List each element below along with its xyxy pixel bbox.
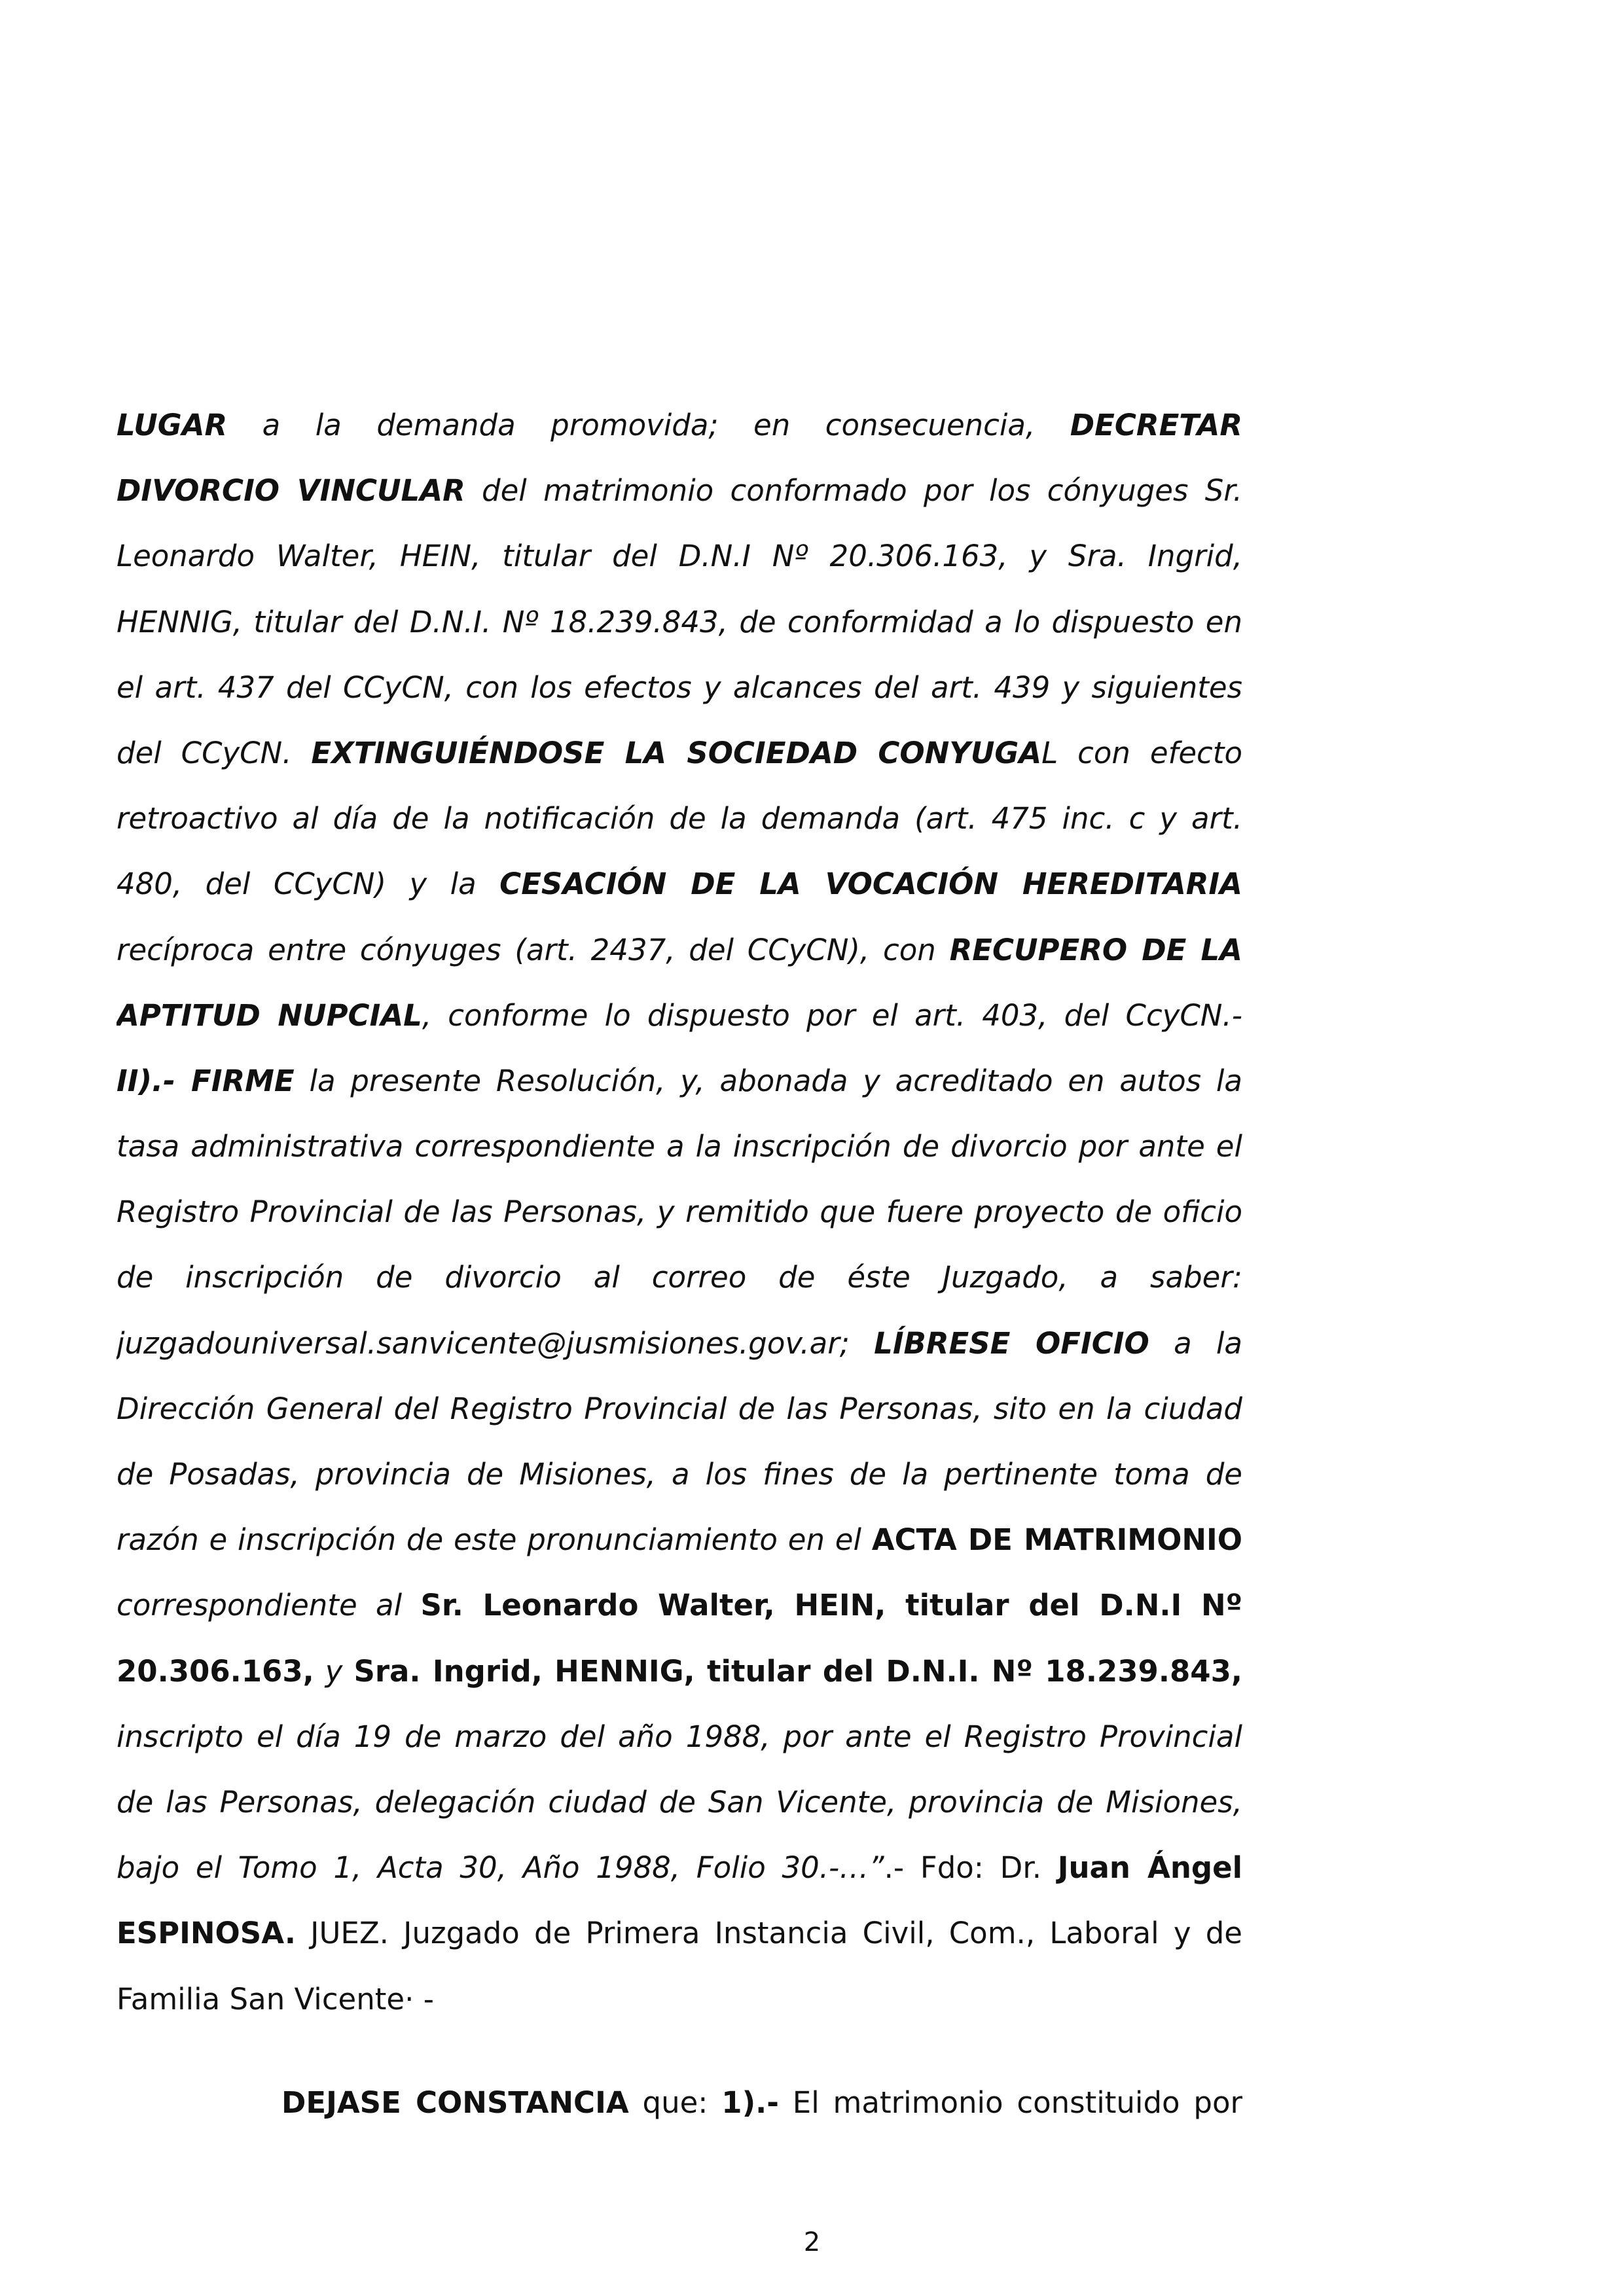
text-run: a la: [1149, 1325, 1242, 1361]
text-run: que:: [628, 2085, 722, 2120]
text-run: y: [314, 1653, 354, 1689]
text-line: [117, 1442, 1242, 1507]
text-run: inscripto el día 19 de marzo del año 1988, por ante el Registro Provincial: [117, 1719, 1242, 1754]
text-run: ESPINOSA.: [117, 1916, 296, 1951]
page-number: 2: [803, 2227, 821, 2257]
text-line: [117, 1507, 1242, 1573]
text-line: [117, 393, 1242, 458]
text-run: tasa administrativa correspondiente a la inscripción de divorcio por ante el: [117, 1129, 1242, 1164]
text-line: [117, 983, 1242, 1049]
text-run: Leonardo Walter, HEIN, titular del D.N.I Nº 20.306.163, y Sra. Ingrid,: [117, 539, 1242, 574]
text-run: JUEZ. Juzgado de Primera Instancia Civil, Com., Laboral y de: [295, 1916, 1242, 1951]
text-run: de inscripción de divorcio al correo de éste Juzgado, a saber:: [117, 1260, 1242, 1295]
text-line: [117, 1901, 1242, 1966]
text-line-last: [117, 1967, 1242, 2032]
text-run: retroactivo al día de la notificación de la demanda (art. 475 inc. c y art.: [117, 801, 1242, 836]
text-line: [117, 1704, 1242, 1770]
text-run: .- Fdo: Dr.: [884, 1850, 1058, 1886]
resolution-paragraph: [117, 393, 1242, 2032]
constancia-line: [117, 2070, 1242, 2136]
text-run: 20.306.163,: [117, 1653, 314, 1689]
text-run: DEJASE CONSTANCIA: [281, 2085, 629, 2120]
text-run: EXTINGUIÉNDOSE LA SOCIEDAD CONYUGA: [311, 735, 1042, 770]
text-line: [117, 1114, 1242, 1179]
text-run: DIVORCIO VINCULAR: [117, 473, 465, 509]
text-run: II).- FIRME: [117, 1063, 295, 1098]
text-run: CESACIÓN DE LA VOCACIÓN HEREDITARIA: [499, 867, 1242, 902]
text-run: correspondiente al: [117, 1588, 421, 1623]
text-run: LUGAR: [117, 408, 228, 442]
text-run: L con efecto: [1041, 735, 1242, 770]
text-run: recíproca entre cónyuges (art. 2437, del CCyCN), con: [117, 932, 950, 967]
text-run: APTITUD NUPCIAL: [117, 997, 422, 1033]
text-line: [117, 655, 1242, 721]
text-line: [117, 1049, 1242, 1114]
text-line: [117, 524, 1242, 589]
text-run: la presente Resolución, y, abonada y acreditado en autos la: [294, 1063, 1242, 1098]
text-run: 480, del CCyCN) y la: [117, 867, 500, 902]
text-line: [117, 1179, 1242, 1245]
text-run: RECUPERO DE LA: [949, 932, 1242, 967]
text-line: [117, 590, 1242, 655]
text-run: juzgadouniversal.sanvicente@jusmisiones.gov.ar;: [117, 1325, 875, 1361]
text-run: Dirección General del Registro Provincial de las Personas, sito en la ciudad: [117, 1391, 1242, 1426]
constancia-paragraph: [117, 2070, 1242, 2136]
text-run: Juan Ángel: [1057, 1850, 1242, 1886]
text-line: [117, 852, 1242, 917]
text-line: [117, 458, 1242, 524]
text-line: [117, 1245, 1242, 1310]
text-run: LÍBRESE OFICIO: [874, 1325, 1149, 1361]
paragraph-gap: [117, 2032, 1242, 2070]
resolution-body: [117, 393, 1242, 2136]
text-run: a la demanda promovida; en consecuencia,: [227, 408, 1070, 442]
text-run: del CCyCN.: [117, 735, 312, 770]
text-run: Sra. Ingrid, HENNIG, titular del D.N.I. Nº 18.239.843,: [353, 1653, 1242, 1689]
text-run: El matrimonio constituido por: [778, 2085, 1242, 2120]
text-line: [117, 721, 1242, 786]
text-line: [117, 1573, 1242, 1638]
text-run: de las Personas, delegación ciudad de San Vicente, provincia de Misiones,: [117, 1784, 1242, 1820]
text-run: del matrimonio conformado por los cónyuges Sr.: [465, 473, 1242, 509]
text-run: Registro Provincial de las Personas, y remitido que fuere proyecto de oficio: [117, 1194, 1242, 1230]
text-line: [117, 918, 1242, 983]
text-line: [117, 1639, 1242, 1704]
text-run: bajo el Tomo 1, Acta 30, Año 1988, Folio 30.-…”: [117, 1850, 884, 1886]
text-line: [117, 1770, 1242, 1835]
text-run: el art. 437 del CCyCN, con los efectos y alcances del art. 439 y siguientes: [117, 670, 1242, 705]
text-run: de Posadas, provincia de Misiones, a los fines de la pertinente toma de: [117, 1457, 1242, 1492]
text-line: [117, 1311, 1242, 1376]
text-run: Familia San Vicente· -: [117, 1981, 434, 2017]
text-line: [117, 1376, 1242, 1442]
text-line: [117, 1835, 1242, 1901]
text-run: 1).-: [721, 2085, 779, 2120]
text-run: Sr. Leonardo Walter, HEIN, titular del D.N.I Nº: [420, 1588, 1242, 1623]
text-run: razón e inscripción de este pronunciamiento en el: [117, 1522, 872, 1558]
text-run: DECRETAR: [1070, 408, 1242, 442]
text-run: ACTA DE MATRIMONIO: [871, 1522, 1242, 1558]
text-run: , conforme lo dispuesto por el art. 403, del CcyCN.-: [422, 997, 1242, 1033]
text-run: HENNIG, titular del D.N.I. Nº 18.239.843, de conformidad a lo dispuesto en: [117, 604, 1242, 639]
text-line: [117, 786, 1242, 852]
